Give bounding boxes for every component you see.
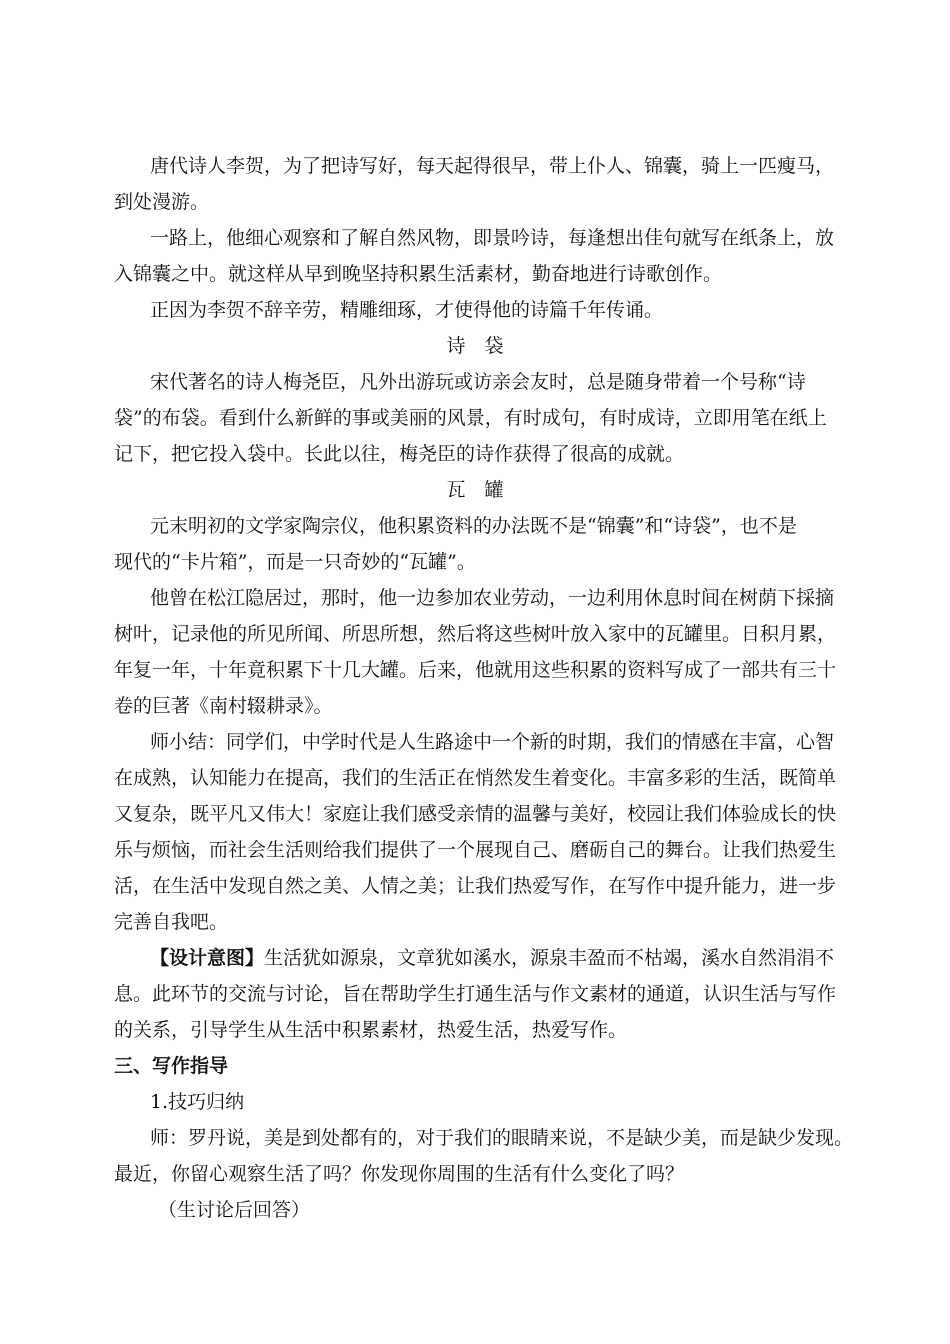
paragraph-line: 乐与烦恼，而社会生活则给我们提供了一个展现自己、磨砺自己的舞台。让我们热爱生: [114, 839, 837, 861]
paragraph-line: 又复杂，既平凡又伟大！家庭让我们感受亲情的温馨与美好，校园让我们体验成长的快: [114, 803, 837, 825]
paragraph-line: 活，在生活中发现自然之美、人情之美；让我们热爱写作，在写作中提升能力，进一步: [114, 875, 837, 897]
section-title: 诗 袋: [446, 335, 504, 357]
paragraph-line: （生讨论后回答）: [158, 1199, 311, 1221]
paragraph-line: 最近，你留心观察生活了吗？你发现你周围的生活有什么变化了吗？: [114, 1163, 685, 1185]
paragraph-line: 一路上，他细心观察和了解自然风物，即景吟诗，每逢想出佳句就写在纸条上，放: [150, 227, 835, 249]
paragraph-line: 入锦囊之中。就这样从早到晚坚持积累生活素材，勤奋地进行诗歌创作。: [114, 263, 723, 285]
section-title: 瓦 罐: [446, 479, 504, 501]
paragraph-line: 年复一年，十年竟积累下十几大罐。后来，他就用这些积累的资料写成了一部共有三十: [114, 659, 837, 681]
paragraph-line: 袋”的布袋。看到什么新鲜的事或美丽的风景，有时成句，有时成诗，立即用笔在纸上: [114, 407, 827, 429]
design-intent-label: 【设计意图】: [150, 947, 265, 969]
paragraph-line: 完善自我吧。: [114, 911, 229, 933]
paragraph-line: 息。此环节的交流与讨论，旨在帮助学生打通生活与作文素材的通道，认识生活与写作: [114, 983, 837, 1005]
paragraph-line: 师：罗丹说，美是到处都有的，对于我们的眼睛来说，不是缺少美，而是缺少发现。: [150, 1127, 854, 1149]
paragraph-line: 1.技巧归纳: [150, 1091, 245, 1113]
paragraph-line: 树叶，记录他的所见所闻、所思所想，然后将这些树叶放入家中的瓦罐里。日积月累，: [114, 623, 837, 645]
paragraph-line: 他曾在松江隐居过，那时，他一边参加农业劳动，一边利用休息时间在树荫下採摘: [150, 587, 835, 609]
paragraph-line: 的关系，引导学生从生活中积累素材，热爱生活，热爱写作。: [114, 1019, 628, 1041]
paragraph-line: 正因为李贺不辞辛劳，精雕细琢，才使得他的诗篇千年传诵。: [150, 299, 664, 321]
paragraph-line: 在成熟，认知能力在提高，我们的生活正在悄然发生着变化。丰富多彩的生活，既简单: [114, 767, 837, 789]
paragraph-line: 现代的“卡片箱”，而是一只奇妙的“瓦罐”。: [114, 551, 476, 573]
paragraph-line: 到处漫游。: [114, 191, 210, 213]
paragraph-line: 元末明初的文学家陶宗仪，他积累资料的办法既不是“锦囊”和“诗袋”，也不是: [150, 515, 797, 537]
paragraph-line: [150, 946, 834, 970]
paragraph-line: 记下，把它投入袋中。长此以往，梅尧臣的诗作获得了很高的成就。: [114, 443, 685, 465]
paragraph-line: 唐代诗人李贺，为了把诗写好，每天起得很早，带上仆人、锦囊，骑上一匹瘦马，: [150, 155, 835, 177]
paragraph-line: 宋代著名的诗人梅尧臣，凡外出游玩或访亲会友时，总是随身带着一个号称“诗: [150, 371, 806, 393]
paragraph-line: 卷的巨著《南村辍耕录》。: [114, 695, 333, 717]
section-heading: 三、写作指导: [114, 1055, 229, 1077]
design-intent-text: 生活犹如源泉，文章犹如溪水，源泉丰盈而不枯竭，溪水自然涓涓不: [264, 947, 835, 969]
paragraph-line: 师小结：同学们，中学时代是人生路途中一个新的时期，我们的情感在丰富，心智: [150, 731, 835, 753]
